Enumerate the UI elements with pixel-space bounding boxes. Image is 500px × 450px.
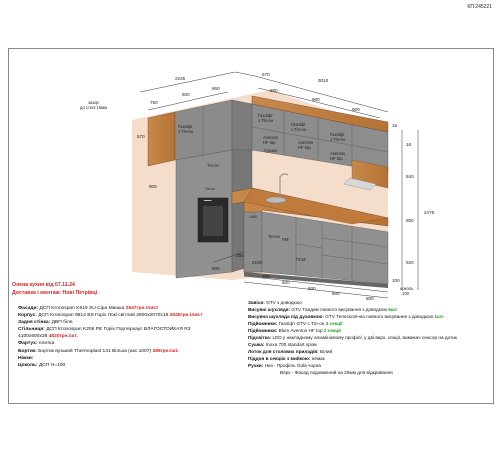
label-tipon-tall: Тіп-он <box>207 163 219 168</box>
dim-100: 100 <box>392 278 400 283</box>
label-gaslift-4-b: з Тіп-он <box>330 137 345 142</box>
dim-floor-600c: 600 <box>308 286 316 291</box>
spec-text: GTV з доводкою <box>266 300 302 305</box>
dim-800: 800 <box>406 218 414 223</box>
spec-label: Цоколь: <box>18 362 38 368</box>
ceiling-gap-line-1: зазор <box>88 100 99 105</box>
spec-qty: 1шт. <box>434 314 445 319</box>
spec-oven-drawer <box>248 313 457 320</box>
spec-text: ДСП Н=100 <box>38 362 66 368</box>
oven-brand-mark: ▬▬▬ <box>204 199 212 202</box>
label-gaslift-1 <box>178 124 194 134</box>
dim-900-low: 900 <box>149 184 157 189</box>
spec-text: LED у накладному алюмінієвому профілі, у дві верх. секції, вимикач сенсор на дотик <box>272 335 457 340</box>
label-gaslift-3-b: з Тіп-он <box>291 127 306 132</box>
label-tipon-tall-2: Тіп-он <box>205 187 215 191</box>
label-aventos-1-a: Aventos <box>263 135 279 140</box>
spec-price: 365грн./шт. <box>152 348 179 354</box>
materials-spec-list <box>18 305 202 369</box>
spec-label: Підсвітка: <box>248 335 272 340</box>
dim-sub-1: 750 <box>150 100 158 105</box>
dim-floor-950: 950 <box>262 274 270 279</box>
spec-lifts-gtv <box>248 320 457 327</box>
client-note: Олена кухня від 07.11.24 <box>12 282 75 288</box>
label-gaslift-4 <box>330 132 346 142</box>
plinth-note <box>400 286 414 296</box>
spec-label: Підйомники: <box>248 328 278 333</box>
label-gaslift-2 <box>258 113 274 123</box>
spec-label: Ніжки: <box>18 355 34 361</box>
spec-label: Ручки: <box>248 363 264 368</box>
label-pm: ПМ <box>282 237 289 242</box>
ceiling-gap-note <box>80 100 107 110</box>
spec-label: Фартух: <box>18 341 38 347</box>
dim-floor-265: 265 <box>236 253 244 258</box>
spec-hinges <box>248 299 457 306</box>
spec-text: GTV Телескопічна повного висування з доводкою <box>325 314 435 319</box>
dim-sub-6: 900 <box>352 107 360 112</box>
spec-handles <box>248 362 457 369</box>
dim-floor-800b: 800 <box>366 296 374 301</box>
dim-920: 920 <box>406 260 414 265</box>
oven-door <box>203 206 223 236</box>
hardware-spec-list <box>248 299 457 376</box>
spec-price: 2545грн./лист <box>169 313 203 319</box>
spec-cutlery-tray <box>248 348 457 355</box>
spec-label: Піддон в секцію з мийкою: <box>248 356 311 361</box>
dim-16-top: 16 <box>392 123 398 128</box>
label-gaslift-1-b: з Тіп-он <box>178 129 193 134</box>
dim-top-left: 2245 <box>175 76 186 81</box>
spec-lifts-blum <box>248 327 457 334</box>
spec-plinth <box>18 362 202 369</box>
upper-left-side <box>232 100 252 150</box>
left-end-panel <box>148 112 175 166</box>
quote-code: КП 245221 <box>467 4 492 10</box>
dim-floor-600b: 600 <box>282 280 290 285</box>
spec-qty: 2 секції <box>323 328 341 333</box>
spec-legs <box>18 355 202 362</box>
spec-edge <box>18 348 202 355</box>
spec-body <box>18 312 202 319</box>
label-gaslift-4-a: Газліфт <box>330 132 345 137</box>
spec-countertop <box>18 326 202 333</box>
spec-lighting <box>248 334 457 341</box>
dim-840: 840 <box>406 174 414 179</box>
spec-dryer <box>248 341 457 348</box>
delivery-note: Доставка і монтаж: Нові Петрівці <box>12 290 98 296</box>
spec-label: Задня стінка: <box>18 320 51 326</box>
spec-sink-tray <box>248 355 457 362</box>
spec-price: 2547грн./лист <box>125 306 159 311</box>
spec-qty: 6шт. <box>388 307 398 312</box>
sink-icon <box>266 197 286 203</box>
spec-text: Газліфт GTV с Тіп-он <box>278 321 326 326</box>
label-aventos-3-a: Aventos <box>330 151 346 156</box>
dim-sub-2: 600 <box>182 92 190 97</box>
spec-backsplash <box>18 340 202 347</box>
dim-top-corner: 670 <box>262 72 270 77</box>
dim-floor-2180: 2180 <box>252 260 263 265</box>
spec-facades <box>18 305 202 312</box>
spec-text: Blum Aventos HF top <box>278 328 324 333</box>
spec-label: Бортик: <box>18 348 37 354</box>
spec-text: 4100х600х38 <box>18 334 49 340</box>
dim-sub-5: 900 <box>312 97 320 102</box>
label-sushka: Сушка <box>264 148 277 153</box>
spec-text: Білий <box>320 349 333 354</box>
label-gaslift-1-a: Газліфт <box>178 124 193 129</box>
spec-back-wall <box>18 319 202 326</box>
spec-label: Підйомники: <box>248 321 278 326</box>
dim-1490-low: 1490 <box>249 215 257 219</box>
label-gaslift-3-a: Газліфт <box>291 122 306 127</box>
spec-text: ДСП Kronospan K206 PE Горіх Портерхаус ВЛАГОСТОЙКАЯ R3 <box>46 327 191 333</box>
label-aventos-1-b: НF top <box>263 140 276 145</box>
spec-label: Стільниця: <box>18 327 45 333</box>
plinth-note-b: 100 <box>402 291 409 296</box>
spec-text: ДСП Kronospan K519 SU Сіра Мишка <box>39 306 126 311</box>
spec-label: Сушка: <box>248 342 265 347</box>
label-aventos-2-a: Aventos <box>298 140 314 145</box>
dim-floor-600a: 600 <box>212 266 220 271</box>
dim-2475: 2475 <box>424 210 435 215</box>
dim-570: 570 <box>137 134 145 139</box>
label-gaslift-3 <box>291 122 307 132</box>
spec-label: Лоток для столових приладів: <box>248 349 319 354</box>
right-dimension-lines <box>402 130 418 290</box>
spec-label: Завіси: <box>248 300 265 305</box>
dim-floor-800a: 800 <box>332 291 340 296</box>
plinth-note-a: цоколь <box>400 286 414 291</box>
label-aventos-3-b: НF top <box>330 156 343 161</box>
spec-text: ДСП Kronospan 9614 BS Горіх Локі світлий 2800х2070х18 <box>38 313 170 319</box>
dim-sub-4: 860 <box>270 88 278 93</box>
spec-label: Висувні шухляди: <box>248 307 291 312</box>
spec-label: Висувна шухляда під духовкою: <box>248 314 324 319</box>
dim-sub-3: 860 <box>212 86 220 91</box>
spec-text: плитка <box>38 341 55 347</box>
spec-text: Верх - Фасад подовжений на 20мм для відкривання <box>280 370 393 375</box>
ceiling-gap-line-2: до стелі 15мм <box>80 105 108 110</box>
label-gaslift-2-b: з Тіп-он <box>258 118 273 123</box>
spec-price: 4520грн./шт. <box>48 334 78 340</box>
spec-label: Фасади: <box>18 306 39 311</box>
spec-text: GTV Тандем повного висування з доводкою <box>291 307 389 312</box>
spec-text: Низ - Профіль Gola чорна <box>264 363 321 368</box>
dim-top-right: 3010 <box>318 78 329 83</box>
spec-text: ДВП біле <box>51 320 73 326</box>
spec-text: Бортик вузький Thermoplast 141 Вільха (акс.1007) <box>38 348 153 354</box>
dim-16-right: 16 <box>406 142 412 147</box>
label-tipon-low-1: Тіп-он <box>268 234 280 239</box>
label-psm: ПСМ <box>296 257 306 262</box>
label-gaslift-2-a: Газліфт <box>258 113 273 118</box>
spec-text: Inoxa 700 standart хром <box>265 342 317 347</box>
spec-countertop-size <box>18 333 202 340</box>
spec-text: немає <box>311 356 326 361</box>
label-aventos-2-b: НF top <box>298 145 311 150</box>
spec-drawers <box>248 306 457 313</box>
spec-handles-top <box>248 369 457 376</box>
spec-qty: 3 секції <box>325 321 343 326</box>
spec-label: Корпус: <box>18 313 37 319</box>
